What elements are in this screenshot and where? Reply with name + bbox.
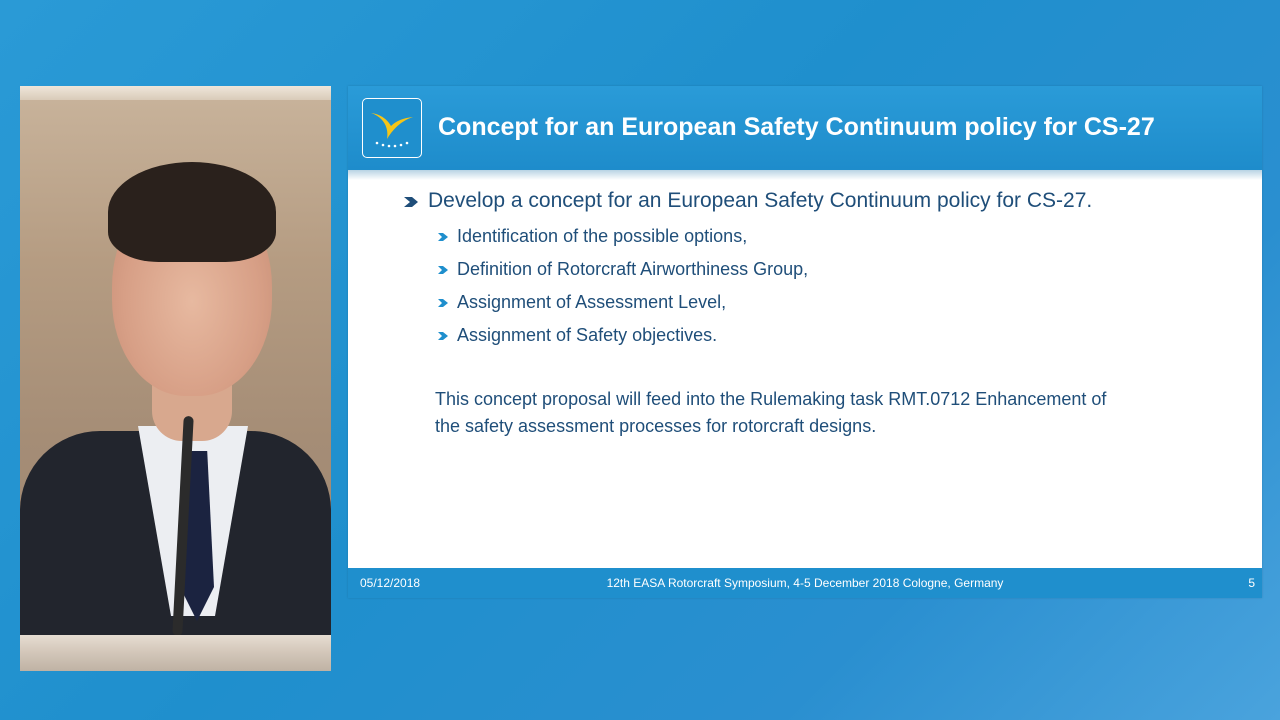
presentation-slide (348, 86, 1262, 598)
podium (20, 635, 331, 671)
main-bullet (400, 186, 1250, 216)
sub-bullet (400, 286, 1250, 319)
slide-header (348, 86, 1262, 170)
sub-bullet-list (400, 220, 1250, 352)
sub-bullet (400, 253, 1250, 286)
sub-bullet-text: Definition of Rotorcraft Airworthiness Group, (457, 259, 809, 279)
speaker-video (20, 86, 331, 671)
sub-bullet-text: Assignment of Assessment Level, (457, 292, 727, 312)
easa-bird-logo-icon (363, 99, 421, 157)
footer-date: 05/12/2018 (360, 576, 421, 590)
sub-bullet (400, 319, 1250, 352)
chevron-right-icon (437, 298, 449, 308)
slide-title: Concept for an European Safety Continuum policy for CS-27 (438, 113, 1155, 141)
chevron-right-icon (437, 265, 449, 275)
footer-event: 12th EASA Rotorcraft Symposium, 4-5 December 2018 Cologne, Germany (606, 576, 1004, 590)
sub-bullet-text: Identification of the possible options, (457, 226, 748, 246)
easa-logo (362, 98, 422, 158)
video-top-strip (20, 86, 331, 100)
speaker-hair (108, 162, 276, 262)
header-shadow (348, 170, 1262, 180)
slide-footer (348, 568, 1262, 598)
sub-bullet (400, 220, 1250, 253)
page-number: 5 (1248, 576, 1255, 590)
note-line-1: This concept proposal will feed into the Rulemaking task RMT.0712 Enhancement of (435, 389, 1107, 409)
main-bullet-text: Develop a concept for an European Safety Continuum policy for CS-27. (428, 189, 1093, 212)
bullet-list (400, 186, 1250, 352)
concept-note (435, 386, 1235, 440)
note-line-2: the safety assessment processes for rotorcraft designs. (435, 416, 877, 436)
chevron-right-icon (437, 331, 449, 341)
chevron-right-icon (437, 232, 449, 242)
sub-bullet-text: Assignment of Safety objectives. (457, 325, 718, 345)
chevron-right-icon (403, 196, 419, 208)
